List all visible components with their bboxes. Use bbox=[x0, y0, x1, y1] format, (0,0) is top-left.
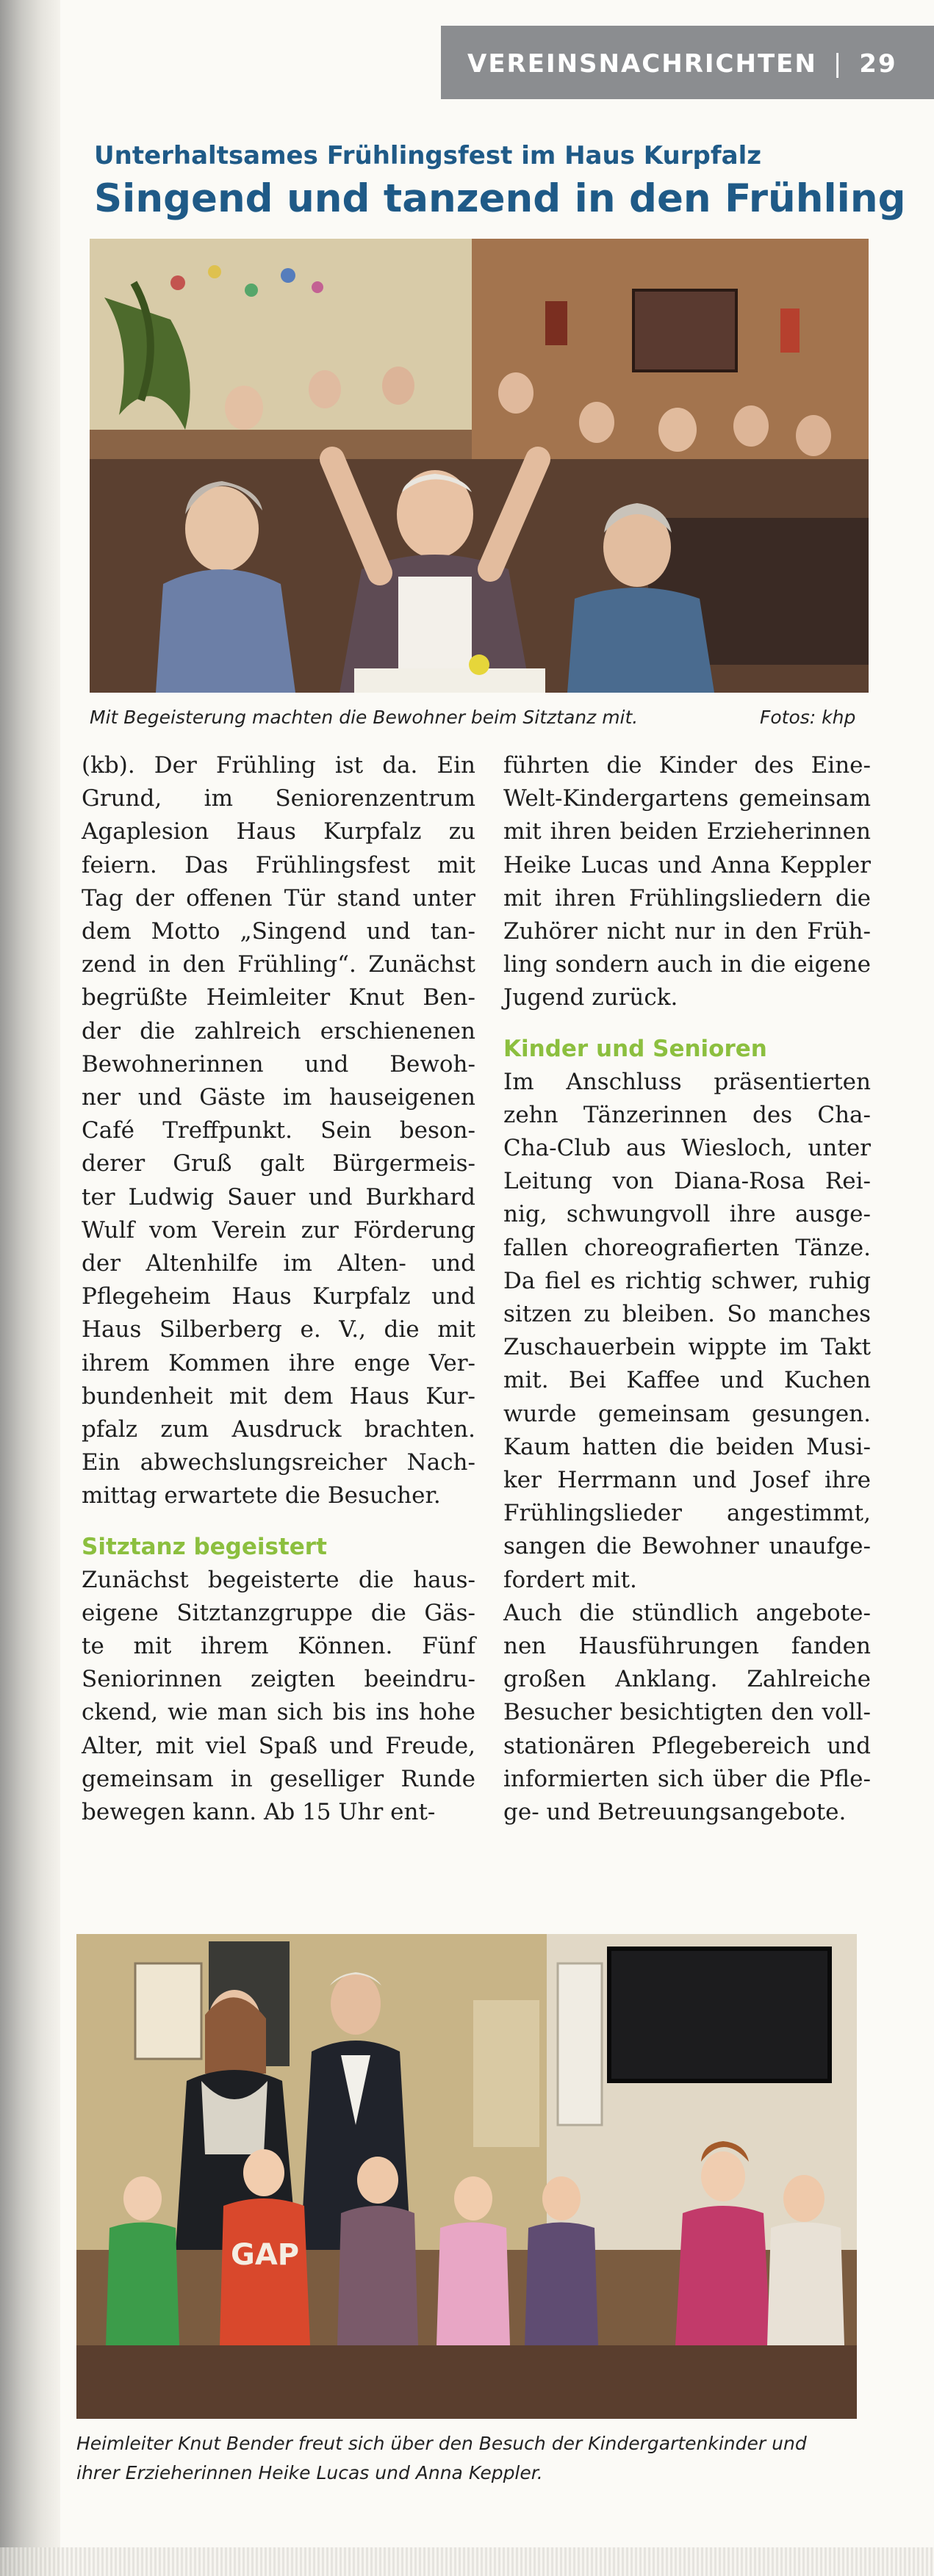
text-line: ter Ludwig Sauer und Burkhard bbox=[82, 1183, 475, 1211]
text-line: Wulf vom Verein zur Förderung bbox=[82, 1216, 475, 1244]
photo-seniors-sitting-dance bbox=[90, 239, 869, 693]
text-line: mit ihren Frühlingsliedern die bbox=[503, 884, 871, 912]
text-line: mittag erwartete die Besucher. bbox=[82, 1482, 441, 1509]
text-line: zehn Tänzerinnen des Cha- bbox=[503, 1101, 871, 1128]
text-line: Tag der offenen Tür stand unter bbox=[82, 884, 475, 912]
photo2-caption-line1: Heimleiter Knut Bender freut sich über den Besuch der Kindergartenkinder und bbox=[76, 2433, 807, 2454]
text-line: mit ihren beiden Erzieherinnen bbox=[503, 818, 871, 845]
page-number: 29 bbox=[859, 49, 897, 79]
subheading-kinder-senioren: Kinder und Senioren bbox=[503, 1035, 767, 1062]
text-line: ner und Gäste im hauseigenen bbox=[82, 1084, 475, 1111]
text-line: der Altenhilfe im Alten- und bbox=[82, 1250, 475, 1277]
text-line: zend in den Frühling“. Zunächst bbox=[82, 951, 475, 978]
text-line: führten die Kinder des Eine- bbox=[503, 752, 871, 779]
column-1-body bbox=[82, 749, 475, 1513]
text-line: sangen die Bewohner unaufge- bbox=[503, 1533, 871, 1560]
text-line: feiern. Das Frühlingsfest mit bbox=[82, 851, 475, 878]
text-line: Auch die stündlich angebote- bbox=[503, 1599, 871, 1626]
text-line: (kb). Der Frühling ist da. Ein bbox=[82, 752, 475, 779]
photo-kindergarten-illustration bbox=[76, 1934, 857, 2419]
text-line: ker Herrmann und Josef ihre bbox=[503, 1467, 871, 1494]
text-line: bundenheit mit dem Haus Kur- bbox=[82, 1382, 475, 1410]
text-line: derer Gruß galt Bürgermeis- bbox=[82, 1150, 475, 1177]
text-line: der die zahlreich erschienenen bbox=[82, 1017, 475, 1045]
text-line: eigene Sitztanzgruppe die Gäs- bbox=[82, 1599, 475, 1626]
text-line: Im Anschluss präsentierten bbox=[503, 1068, 871, 1095]
photo-kindergarten-visit bbox=[76, 1934, 857, 2419]
photo2-caption-line2: ihrer Erzieherinnen Heike Lucas und Anna Keppler. bbox=[76, 2462, 543, 2483]
article-column-2 bbox=[503, 749, 871, 1829]
text-line: Leitung von Diana-Rosa Rei- bbox=[503, 1168, 871, 1195]
text-line: fallen choreografierten Tänze. bbox=[503, 1234, 871, 1261]
text-line: Jugend zurück. bbox=[503, 984, 678, 1011]
photo-seniors-illustration bbox=[90, 239, 869, 693]
text-line: ihrem Kommen ihre enge Ver- bbox=[82, 1349, 475, 1377]
text-line: Besucher besichtigten den voll- bbox=[503, 1699, 871, 1726]
text-line: ckend, wie man sich bis ins hohe bbox=[82, 1699, 475, 1726]
column-2-body bbox=[503, 749, 871, 1015]
photo1-caption: Mit Begeisterung machten die Bewohner beim Sitztanz mit. bbox=[90, 707, 639, 728]
text-line: Zuschauerbein wippte im Takt bbox=[503, 1334, 871, 1361]
text-line: Ein abwechslungsreicher Nach- bbox=[82, 1449, 475, 1476]
text-line: fordert mit. bbox=[503, 1566, 637, 1593]
article-headline: Singend und tanzend in den Frühling bbox=[94, 176, 906, 221]
text-line: Zunächst begeisterte die haus- bbox=[82, 1566, 475, 1593]
text-line: stationären Pflegebereich und bbox=[503, 1732, 871, 1759]
text-line: nen Hausführungen fanden bbox=[503, 1633, 871, 1660]
text-line: Café Treffpunkt. Sein beson- bbox=[82, 1117, 475, 1144]
text-line: Kaum hatten die beiden Musi- bbox=[503, 1433, 871, 1460]
text-line: Agaplesion Haus Kurpfalz zu bbox=[82, 818, 475, 845]
column-1-body-continued bbox=[82, 1564, 475, 1830]
photo-credit: Fotos: khp bbox=[760, 707, 856, 728]
scan-edge bbox=[0, 2547, 934, 2576]
shirt-lettering: GAP bbox=[231, 2238, 300, 2272]
text-line: bewegen kann. Ab 15 Uhr ent- bbox=[82, 1799, 436, 1826]
text-line: Bewohnerinnen und Bewoh- bbox=[82, 1050, 475, 1078]
text-line: mit. Bei Kaffee und Kuchen bbox=[503, 1367, 871, 1394]
text-line: Zuhörer nicht nur in den Früh- bbox=[503, 918, 871, 945]
subheading-sitztanz: Sitztanz begeistert bbox=[82, 1533, 327, 1560]
text-line: Da fiel es richtig schwer, ruhig bbox=[503, 1267, 871, 1294]
header-separator: | bbox=[833, 49, 844, 79]
text-line: informierten sich über die Pfle- bbox=[503, 1765, 871, 1792]
text-line: sitzen zu bleiben. So manches bbox=[503, 1301, 871, 1328]
section-header bbox=[467, 46, 897, 82]
text-line: dem Motto „Singend und tan- bbox=[82, 918, 475, 945]
text-line: Cha-Club aus Wiesloch, unter bbox=[503, 1135, 871, 1162]
text-line: ge- und Betreuungsangebote. bbox=[503, 1799, 847, 1826]
text-line: wurde gemeinsam gesungen. bbox=[503, 1400, 871, 1427]
section-title: VEREINSNACHRICHTEN bbox=[467, 49, 817, 79]
column-2-body-continued bbox=[503, 1066, 871, 1830]
text-line: Welt-Kindergartens gemeinsam bbox=[503, 785, 871, 812]
text-line: ling sondern auch in die eigene bbox=[503, 951, 871, 978]
text-line: Pflegeheim Haus Kurpfalz und bbox=[82, 1283, 475, 1310]
text-line: pfalz zum Ausdruck brachten. bbox=[82, 1416, 475, 1443]
article-kicker: Unterhaltsames Frühlingsfest im Haus Kurpfalz bbox=[94, 141, 762, 170]
text-line: Heike Lucas und Anna Keppler bbox=[503, 851, 871, 878]
text-line: Frühlingslieder angestimmt, bbox=[503, 1500, 871, 1527]
text-line: großen Anklang. Zahlreiche bbox=[503, 1666, 871, 1693]
text-line: nig, schwungvoll ihre ausge- bbox=[503, 1201, 871, 1228]
text-line: begrüßte Heimleiter Knut Ben- bbox=[82, 984, 475, 1011]
text-line: Haus Silberberg e. V., die mit bbox=[82, 1316, 475, 1343]
text-line: Seniorinnen zeigten beeindru- bbox=[82, 1666, 475, 1693]
text-line: gemeinsam in geselliger Runde bbox=[82, 1765, 475, 1792]
text-line: te mit ihrem Können. Fünf bbox=[82, 1633, 475, 1660]
text-line: Alter, mit viel Spaß und Freude, bbox=[82, 1732, 475, 1759]
scan-shadow bbox=[0, 0, 60, 2576]
article-column-1 bbox=[82, 749, 475, 1829]
text-line: Grund, im Seniorenzentrum bbox=[82, 785, 475, 812]
